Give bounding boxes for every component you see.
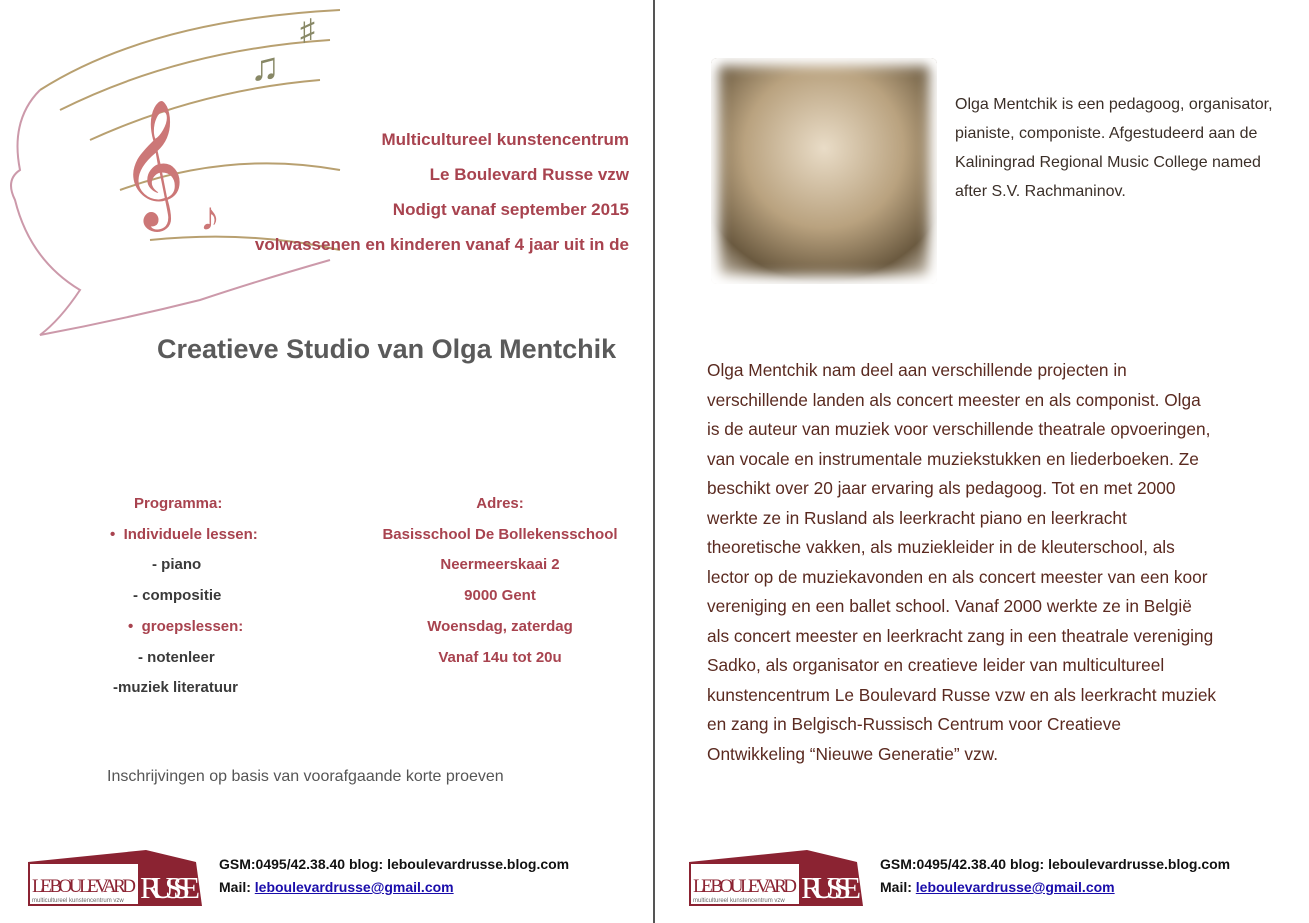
gsm-blog-line: GSM:0495/42.38.40 blog: leboulevardrusse.blog.com xyxy=(219,856,570,872)
email-link[interactable]: leboulevardrusse@gmail.com xyxy=(254,879,454,895)
page-title: Creatieve Studio van Olga Mentchik xyxy=(157,334,617,364)
gsm-blog-line: GSM:0495/42.38.40 blog: leboulevardrusse.blog.com xyxy=(880,856,1231,872)
contact-info xyxy=(880,853,1230,899)
programma-list xyxy=(110,489,258,704)
boulevard-russe-logo xyxy=(687,848,865,906)
svg-text:RUSSE: RUSSE xyxy=(801,870,861,905)
mail-label: Mail: xyxy=(219,879,255,895)
svg-text:multicultureel kunstencentrum: multicultureel kunstencentrum vzw xyxy=(693,898,785,904)
list-item: Individuele lessen: xyxy=(123,525,258,543)
bullet-icon: • xyxy=(128,617,142,635)
intro-text xyxy=(29,122,629,262)
address-block xyxy=(370,489,630,673)
intro-line: volwassenen en kinderen vanaf 4 jaar uit in de xyxy=(254,235,629,254)
address-line: Woensdag, zaterdag xyxy=(427,617,573,635)
svg-text:♪: ♪ xyxy=(200,195,220,239)
contact-info xyxy=(219,853,569,899)
svg-text:♯: ♯ xyxy=(300,14,315,47)
address-line: Neermeerskaai 2 xyxy=(440,556,560,574)
address-heading: Adres: xyxy=(476,495,524,512)
boulevard-russe-logo xyxy=(26,848,204,906)
list-item: - piano xyxy=(152,556,202,574)
bullet-icon: • xyxy=(110,525,124,543)
programma-heading: Programma: xyxy=(134,495,223,512)
page-divider xyxy=(653,0,655,923)
bio-long: Olga Mentchik nam deel aan verschillende projecten in verschillende landen als concert meester en als componist. Olga is de auteur van muziek voor verschillende theatrale opvoeringen, van vocale en instrumentale muziekstukken en liederboeken. Ze beschikt over 20 jaar ervaring als pedagoog. Tot en met 2000 werkte ze in Rusland als leerkracht piano en leerkracht theoretische vakken, als muziekleider in de kleuterschool, als lector op de muziekavonden en als concert meester van een koor vereniging en een ballet school. Vanaf 2000 werkte ze in België als concert meester en leerkracht zang in een theatrale vereniging Sadko, als organisator en creatieve leider van multicultureel kunstencentrum Le Boulevard Russe vzw en als leerkracht muziek en zang in Belgisch-Russisch Centrum voor Creatieve Ontwikkeling “Nieuwe Generatie” vzw. xyxy=(707,360,1217,764)
mail-label: Mail: xyxy=(880,879,916,895)
svg-text:LE BOULEVARD: LE BOULEVARD xyxy=(32,876,136,897)
list-item: - notenleer xyxy=(138,648,215,666)
intro-line: Le Boulevard Russe vzw xyxy=(429,165,629,184)
bio-short: Olga Mentchik is een pedagoog, organisator, pianiste, componiste. Afgestudeerd aan de Kaliningrad Regional Music College named after S.V. Rachmaninov. xyxy=(955,96,1273,200)
list-item: - compositie xyxy=(133,587,222,605)
address-line: Vanaf 14u tot 20u xyxy=(438,648,562,666)
list-item: groepslessen: xyxy=(141,617,244,635)
svg-text:RUSSE: RUSSE xyxy=(140,870,200,905)
list-item: -muziek literatuur xyxy=(113,679,239,697)
address-line: Basisschool De Bollekensschool xyxy=(382,525,618,543)
intro-line: Multicultureel kunstencentrum xyxy=(381,130,629,149)
portrait-photo xyxy=(711,58,937,284)
email-link[interactable]: leboulevardrusse@gmail.com xyxy=(915,879,1115,895)
svg-text:LE BOULEVARD: LE BOULEVARD xyxy=(693,876,797,897)
registration-note: Inschrijvingen op basis van voorafgaande korte proeven xyxy=(107,768,504,785)
svg-text:♫: ♫ xyxy=(250,45,280,89)
svg-text:𝄞: 𝄞 xyxy=(120,98,186,226)
address-line: 9000 Gent xyxy=(464,587,536,605)
intro-line: Nodigt vanaf september 2015 xyxy=(392,200,629,219)
svg-text:multicultureel kunstencentrum: multicultureel kunstencentrum vzw xyxy=(32,898,124,904)
